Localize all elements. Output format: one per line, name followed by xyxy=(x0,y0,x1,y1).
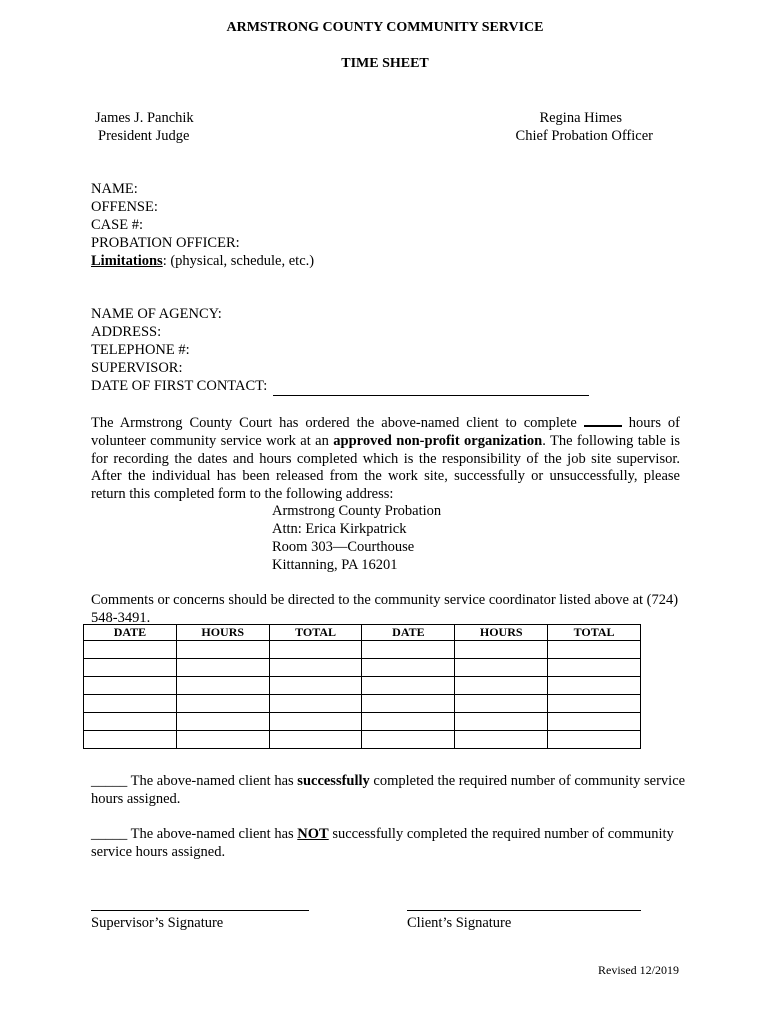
agency-supervisor-field[interactable]: SUPERVISOR: xyxy=(91,360,183,376)
table-cell[interactable] xyxy=(362,713,455,731)
table-cell[interactable] xyxy=(548,659,641,677)
form-title: ARMSTRONG COUNTY COMMUNITY SERVICE xyxy=(226,20,544,35)
table-cell[interactable] xyxy=(84,659,177,677)
address-line-1: Armstrong County Probation xyxy=(272,503,442,519)
table-cell[interactable] xyxy=(362,731,455,749)
table-row xyxy=(84,713,641,731)
table-row xyxy=(84,695,641,713)
table-cell[interactable] xyxy=(548,695,641,713)
limitations-hint: : (physical, schedule, etc.) xyxy=(162,253,315,269)
table-cell[interactable] xyxy=(269,713,362,731)
table-cell[interactable] xyxy=(84,695,177,713)
table-cell[interactable] xyxy=(176,731,269,749)
case-number-field[interactable]: CASE #: xyxy=(91,217,143,233)
failure-statement: _____ The above-named client has NOT successfully completed the required number of community service hours assigned. xyxy=(91,826,674,860)
judge-name: James J. Panchik xyxy=(95,110,194,126)
failure-checkbox-blank[interactable]: _____ xyxy=(91,826,128,842)
first-contact-label: DATE OF FIRST CONTACT: xyxy=(91,378,268,394)
probation-officer-name: Regina Himes xyxy=(539,110,622,126)
agency-name-field[interactable]: NAME OF AGENCY: xyxy=(91,306,222,322)
table-cell[interactable] xyxy=(269,695,362,713)
table-cell[interactable] xyxy=(455,677,548,695)
table-cell[interactable] xyxy=(84,731,177,749)
probation-officer-role: Chief Probation Officer xyxy=(515,128,653,144)
table-cell[interactable] xyxy=(362,641,455,659)
column-header-date: DATE xyxy=(362,625,455,641)
client-signature-label: Client’s Signature xyxy=(407,915,512,931)
success-statement: _____ The above-named client has successfully completed the required number of community service hours assigned. xyxy=(91,773,686,807)
column-header-date: DATE xyxy=(84,625,177,641)
address-line-3: Room 303—Courthouse xyxy=(272,539,415,555)
table-cell[interactable] xyxy=(269,641,362,659)
column-header-hours: HOURS xyxy=(455,625,548,641)
column-header-hours: HOURS xyxy=(176,625,269,641)
supervisor-signature-line[interactable] xyxy=(91,910,309,911)
table-cell[interactable] xyxy=(176,713,269,731)
table-row xyxy=(84,659,641,677)
comments-text: Comments or concerns should be directed to the community service coordinator listed above at (724) 548-3491. xyxy=(91,592,679,626)
agency-address-field[interactable]: ADDRESS: xyxy=(91,324,162,340)
table-row xyxy=(84,677,641,695)
address-line-4: Kittanning, PA 16201 xyxy=(272,557,398,573)
offense-field[interactable]: OFFENSE: xyxy=(91,199,158,215)
table-cell[interactable] xyxy=(455,731,548,749)
table-cell[interactable] xyxy=(176,695,269,713)
time-sheet-table xyxy=(83,624,641,749)
column-header-total: TOTAL xyxy=(548,625,641,641)
table-cell[interactable] xyxy=(84,713,177,731)
table-cell[interactable] xyxy=(362,677,455,695)
client-signature-line[interactable] xyxy=(407,910,641,911)
table-row xyxy=(84,731,641,749)
table-row xyxy=(84,641,641,659)
limitations-label: Limitations xyxy=(91,253,163,269)
table-cell[interactable] xyxy=(176,641,269,659)
probation-officer-field[interactable]: PROBATION OFFICER: xyxy=(91,235,240,251)
revision-date: Revised 12/2019 xyxy=(598,963,679,977)
table-cell[interactable] xyxy=(269,659,362,677)
table-cell[interactable] xyxy=(176,677,269,695)
table-cell[interactable] xyxy=(84,641,177,659)
table-cell[interactable] xyxy=(548,731,641,749)
table-cell[interactable] xyxy=(176,659,269,677)
table-cell[interactable] xyxy=(269,677,362,695)
table-header-row xyxy=(84,625,641,641)
address-line-2: Attn: Erica Kirkpatrick xyxy=(272,521,407,537)
form-subtitle: TIME SHEET xyxy=(341,56,429,71)
table-cell[interactable] xyxy=(84,677,177,695)
limitations-field[interactable] xyxy=(91,252,314,270)
supervisor-signature-label: Supervisor’s Signature xyxy=(91,915,224,931)
table-cell[interactable] xyxy=(269,731,362,749)
table-cell[interactable] xyxy=(362,659,455,677)
table-cell[interactable] xyxy=(455,713,548,731)
instructions-paragraph: The Armstrong County Court has ordered the above-named client to complete hours of volunteer community service work at an approved non-profit organization. The following table is for recording the dates and hours completed which is the responsibility of the job site supervisor. After the individual has been released from the work site, successfully or unsuccessfully, please return this completed form to the following address: xyxy=(91,415,680,503)
table-cell[interactable] xyxy=(455,641,548,659)
agency-telephone-field[interactable]: TELEPHONE #: xyxy=(91,342,190,358)
first-contact-field[interactable] xyxy=(91,377,589,396)
table-cell[interactable] xyxy=(548,641,641,659)
table-cell[interactable] xyxy=(455,659,548,677)
table-cell[interactable] xyxy=(548,677,641,695)
table-cell[interactable] xyxy=(362,695,455,713)
client-name-field[interactable]: NAME: xyxy=(91,181,138,197)
table-cell[interactable] xyxy=(548,713,641,731)
table-cell[interactable] xyxy=(455,695,548,713)
first-contact-blank[interactable] xyxy=(273,377,589,396)
hours-blank[interactable] xyxy=(584,413,622,427)
column-header-total: TOTAL xyxy=(269,625,362,641)
judge-role: President Judge xyxy=(98,128,190,144)
approved-org-emphasis: approved non-profit organization xyxy=(333,432,543,449)
success-checkbox-blank[interactable]: _____ xyxy=(91,773,128,789)
